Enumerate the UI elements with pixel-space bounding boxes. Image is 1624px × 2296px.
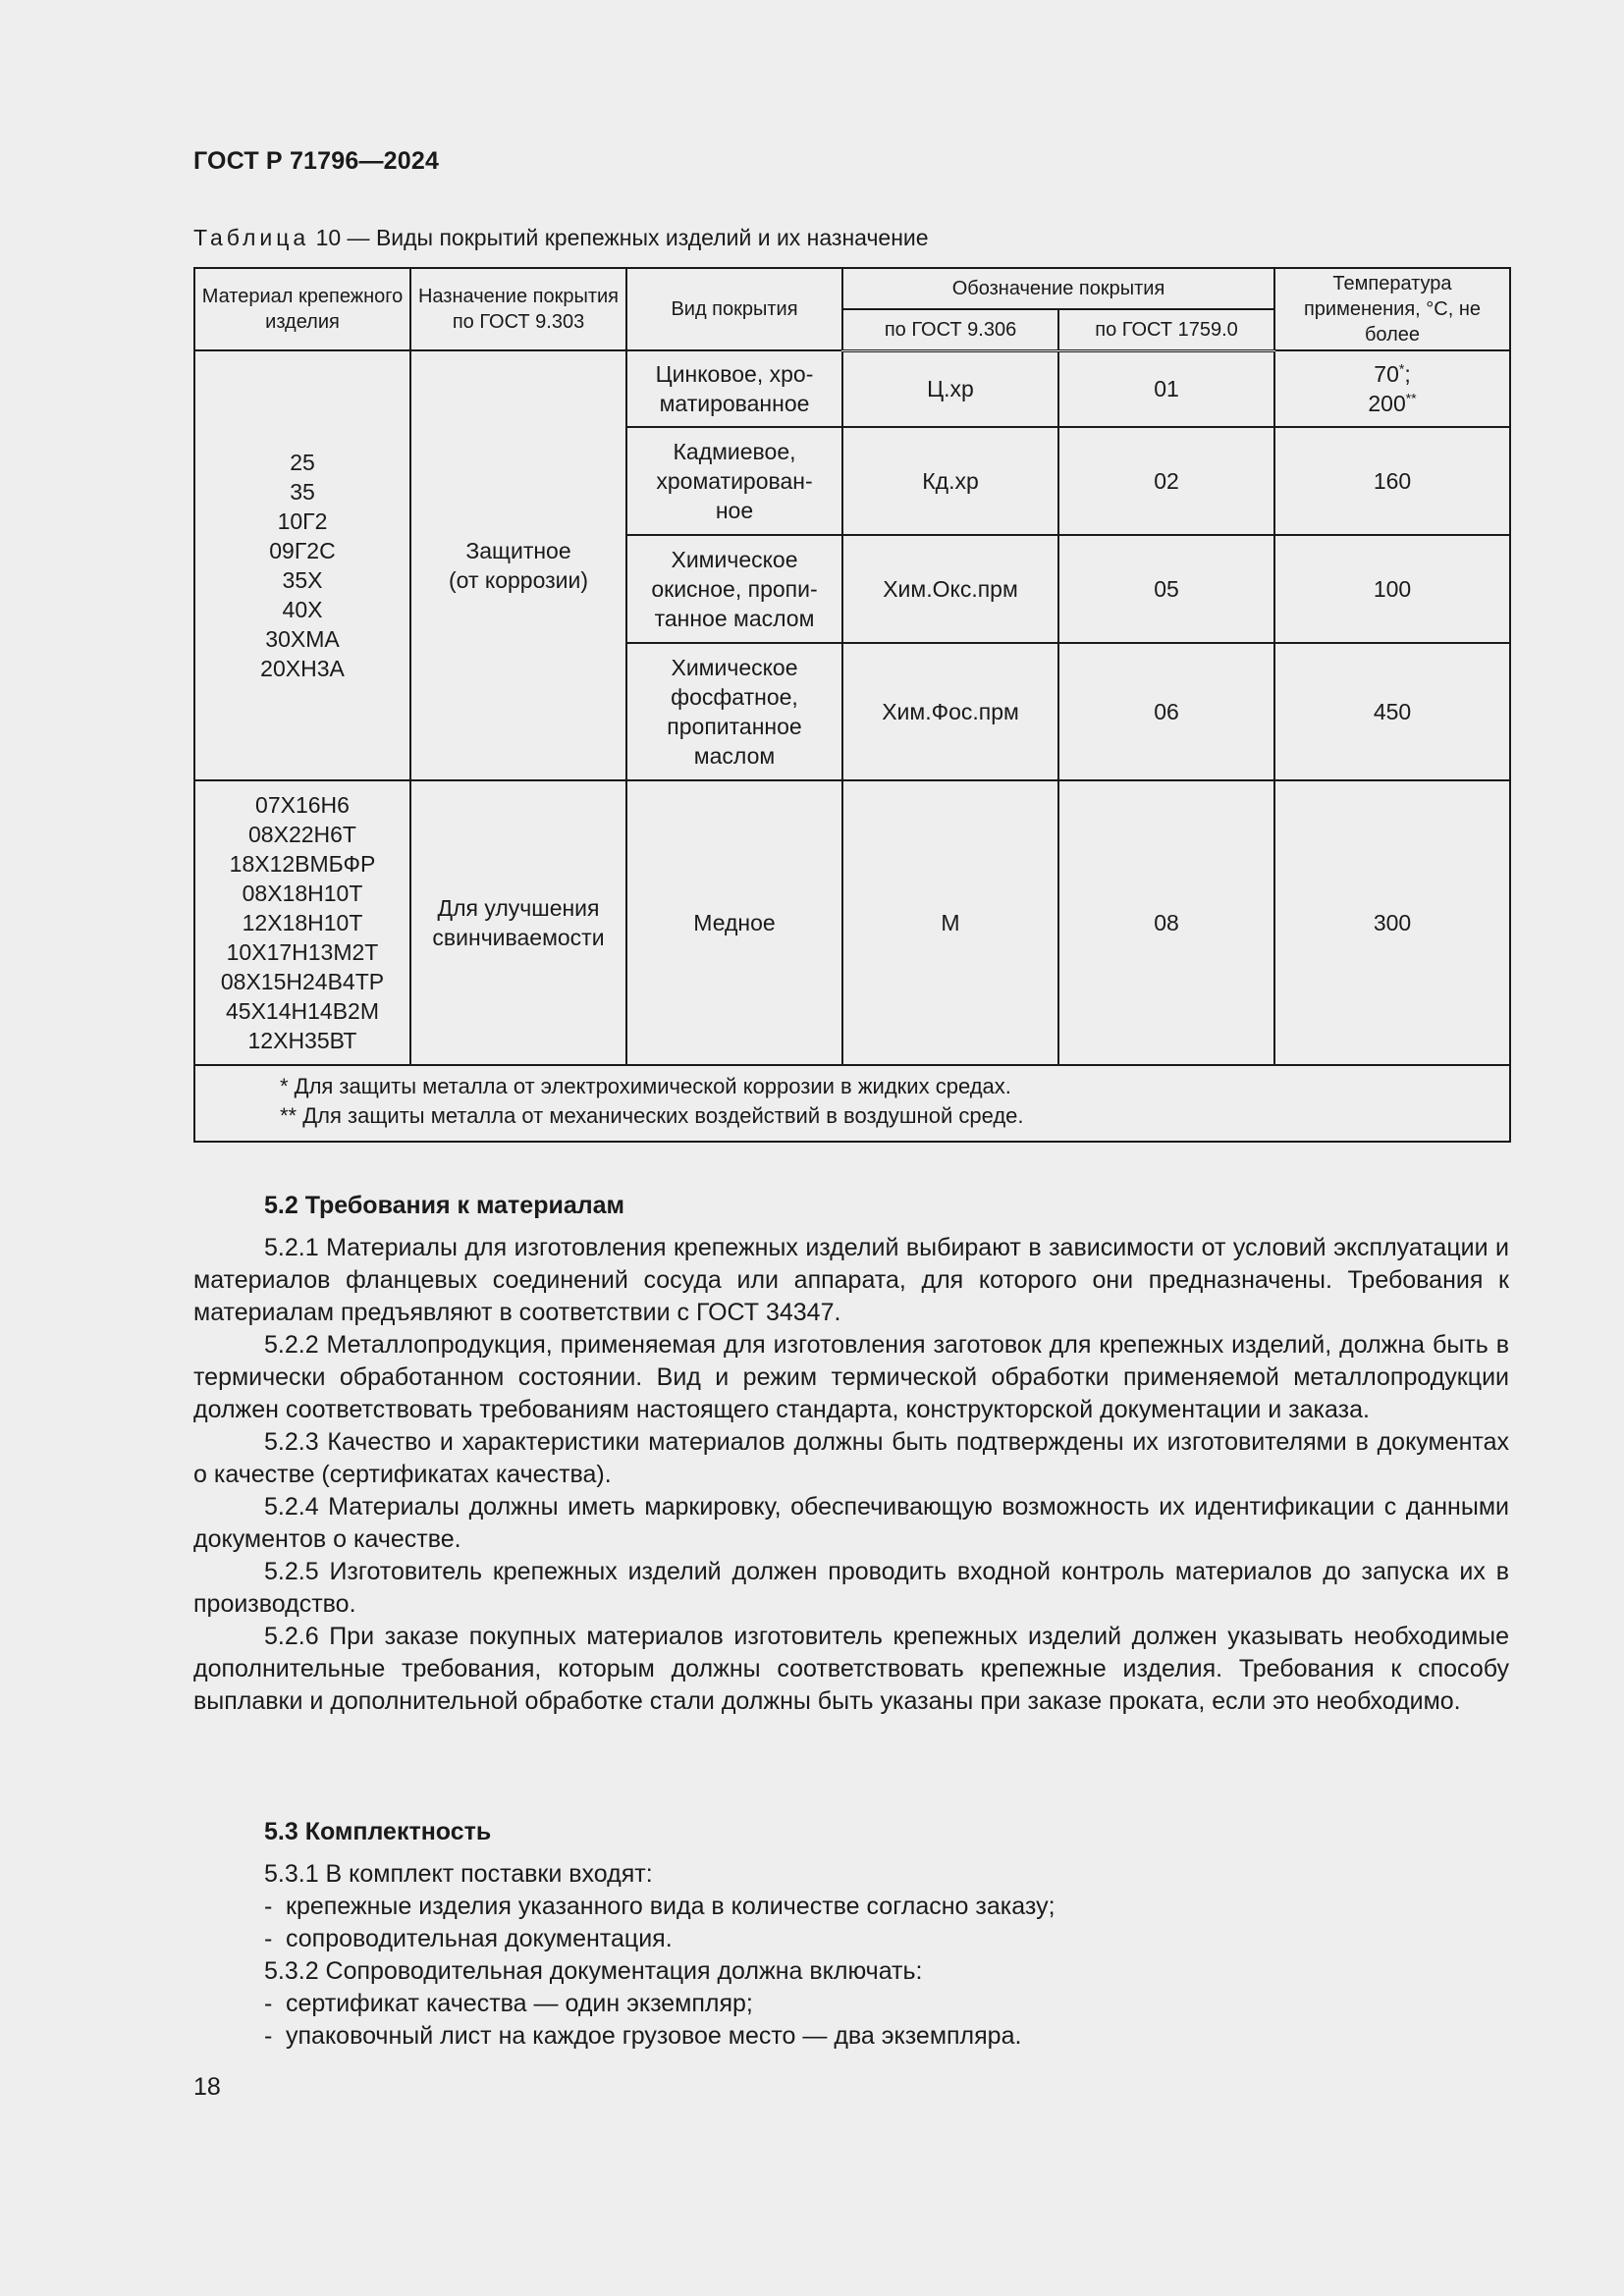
kind-line: Цинковое, хро- xyxy=(655,361,814,387)
material-item: 10Х17Н13М2Т xyxy=(226,939,379,965)
kind-line: пропитанное xyxy=(667,714,802,739)
designation-gost-9306: Кд.хр xyxy=(842,427,1058,535)
table-caption-title: 10 — Виды покрытий крепежных изделий и их назначение xyxy=(309,225,929,250)
kind-line: фосфатное, xyxy=(671,684,798,710)
list-item-text: сопроводительная документация. xyxy=(286,1925,673,1952)
kind-line: маслом xyxy=(693,743,776,769)
designation-gost-1759: 01 xyxy=(1058,350,1274,427)
designation-gost-1759: 06 xyxy=(1058,643,1274,780)
designation-gost-9306: Хим.Фос.прм xyxy=(842,643,1058,780)
table-row xyxy=(194,350,1510,427)
section-5-2 xyxy=(193,1190,1509,1718)
material-item: 09Г2С xyxy=(269,538,336,563)
group2-purpose xyxy=(410,780,626,1065)
bullet-list xyxy=(193,1988,1509,2053)
material-item: 20ХН3А xyxy=(260,656,345,681)
kind-line: Химическое xyxy=(671,547,798,572)
material-item: 12Х18Н10Т xyxy=(242,910,363,935)
material-item: 08Х15Н24В4ТР xyxy=(220,969,385,994)
header-purpose: Назначение покрытия по ГОСТ 9.303 xyxy=(410,268,626,350)
coating-kind: Медное xyxy=(626,780,842,1065)
document-code-header: ГОСТ Р 71796—2024 xyxy=(193,147,440,175)
group2-materials xyxy=(194,780,410,1065)
list-item: - упаковочный лист на каждое грузовое место — два экземпляра. xyxy=(264,2022,1022,2050)
header-material: Материал крепежного изделия xyxy=(194,268,410,350)
kind-line: Химическое xyxy=(671,655,798,680)
paragraph: 5.2.3 Качество и характеристики материалов должны быть подтверждены их изготовителями в документах о качестве (сертификатах качества). xyxy=(193,1428,1509,1488)
list-item: - крепежные изделия указанного вида в количестве согласно заказу; xyxy=(264,1893,1056,1920)
group1-materials xyxy=(194,350,410,780)
coatings-table xyxy=(193,267,1511,1143)
material-item: 08Х22Н6Т xyxy=(248,822,356,847)
header-gost-1759: по ГОСТ 1759.0 xyxy=(1058,309,1274,350)
table-row xyxy=(194,780,1510,1065)
header-gost-9306: по ГОСТ 9.306 xyxy=(842,309,1058,350)
material-item: 12ХН35ВТ xyxy=(247,1028,357,1053)
purpose-line: (от коррозии) xyxy=(449,567,588,593)
paragraph: 5.3.2 Сопроводительная документация должна включать: xyxy=(264,1957,923,1985)
material-item: 45Х14Н14В2М xyxy=(226,998,379,1024)
footnote-mark: * xyxy=(1398,360,1405,377)
table-notes xyxy=(194,1065,1510,1142)
group1-purpose xyxy=(410,350,626,780)
coating-kind xyxy=(626,643,842,780)
material-item: 40Х xyxy=(282,597,323,622)
section-5-3 xyxy=(193,1816,1509,2053)
table-note: * Для защиты металла от электрохимической коррозии в жидких средах. xyxy=(280,1074,1011,1098)
kind-line: хроматирован- xyxy=(656,468,813,494)
temperature-cell: 100 xyxy=(1274,535,1510,643)
list-item-text: сертификат качества — один экземпляр; xyxy=(286,1990,753,2017)
temperature-value: 70 xyxy=(1374,361,1399,387)
material-item: 18Х12ВМБФР xyxy=(229,851,376,877)
table-caption xyxy=(193,225,929,251)
page-number: 18 xyxy=(193,2073,221,2101)
purpose-line: свинчиваемости xyxy=(432,925,605,950)
list-item-text: крепежные изделия указанного вида в количестве согласно заказу; xyxy=(286,1893,1056,1920)
list-item: - сопроводительная документация. xyxy=(264,1925,673,1952)
kind-line: ное xyxy=(715,498,754,523)
purpose-line: Для улучшения xyxy=(437,895,600,921)
designation-gost-9306: Хим.Окс.прм xyxy=(842,535,1058,643)
material-item: 35 xyxy=(290,479,315,505)
kind-line: окисное, пропи- xyxy=(651,576,818,602)
material-item: 30ХМА xyxy=(265,626,340,652)
designation-gost-9306: М xyxy=(842,780,1058,1065)
paragraph: 5.2.6 При заказе покупных материалов изготовитель крепежных изделий должен указывать необходимые дополнительные требования, которым должны соответствовать крепежные изделия. Требования к способу выплавки и дополнительной обработке стали должны быть указаны при заказе проката, если это необходимо. xyxy=(193,1623,1509,1715)
list-item-text: упаковочный лист на каждое грузовое место — два экземпляра. xyxy=(286,2022,1022,2050)
paragraph: 5.2.5 Изготовитель крепежных изделий должен проводить входной контроль материалов до запуска их в производство. xyxy=(193,1558,1509,1618)
purpose-line: Защитное xyxy=(465,538,571,563)
designation-gost-1759: 05 xyxy=(1058,535,1274,643)
header-kind: Вид покрытия xyxy=(626,268,842,350)
footnote-mark: ** xyxy=(1405,390,1417,406)
temperature-value: 200 xyxy=(1368,391,1406,416)
list-item: - сертификат качества — один экземпляр; xyxy=(264,1990,753,2017)
kind-line: матированное xyxy=(659,391,810,416)
material-item: 07Х16Н6 xyxy=(255,792,350,818)
paragraph: 5.3.1 В комплект поставки входят: xyxy=(264,1860,653,1888)
bullet-list xyxy=(193,1891,1509,1955)
temperature-line xyxy=(1281,389,1503,418)
temperature-cell: 450 xyxy=(1274,643,1510,780)
table-caption-label: Таблица xyxy=(193,225,310,250)
table-notes-row xyxy=(194,1065,1510,1142)
coating-kind xyxy=(626,427,842,535)
paragraph: 5.2.1 Материалы для изготовления крепежных изделий выбирают в зависимости от условий эксплуатации и материалов фланцевых соединений сосуда или аппарата, для которого они предназначены. Требования к материалам предъявляют в соответствии с ГОСТ 34347. xyxy=(193,1234,1509,1326)
temperature-separator: ; xyxy=(1404,361,1411,387)
coating-kind xyxy=(626,350,842,427)
coating-kind xyxy=(626,535,842,643)
section-title: 5.3 Комплектность xyxy=(264,1818,492,1845)
header-temperature: Температура применения, °С, не более xyxy=(1274,268,1510,350)
temperature-cell: 300 xyxy=(1274,780,1510,1065)
designation-gost-1759: 08 xyxy=(1058,780,1274,1065)
designation-gost-9306: Ц.хр xyxy=(842,350,1058,427)
header-designation: Обозначение покрытия xyxy=(842,268,1274,309)
paragraph: 5.2.4 Материалы должны иметь маркировку, обеспечивающую возможность их идентификации с данными документов о качестве. xyxy=(193,1493,1509,1553)
temperature-line xyxy=(1281,359,1503,389)
section-title: 5.2 Требования к материалам xyxy=(264,1192,625,1219)
material-item: 25 xyxy=(290,450,315,475)
paragraph: 5.2.2 Металлопродукция, применяемая для изготовления заготовок для крепежных изделий, должна быть в термически обработанном состоянии. Вид и режим термической обработки применяемой металлопродукции должен соответствовать требованиям настоящего стандарта, конструкторской документации и заказа. xyxy=(193,1331,1509,1423)
kind-line: танное маслом xyxy=(654,606,815,631)
kind-line: Кадмиевое, xyxy=(673,439,796,464)
designation-gost-1759: 02 xyxy=(1058,427,1274,535)
material-item: 35Х xyxy=(282,567,323,593)
table-note: ** Для защиты металла от механических воздействий в воздушной среде. xyxy=(280,1103,1024,1128)
temperature-cell xyxy=(1274,350,1510,427)
material-item: 08Х18Н10Т xyxy=(242,881,363,906)
temperature-cell: 160 xyxy=(1274,427,1510,535)
table-header-row xyxy=(194,268,1510,309)
material-item: 10Г2 xyxy=(277,508,328,534)
